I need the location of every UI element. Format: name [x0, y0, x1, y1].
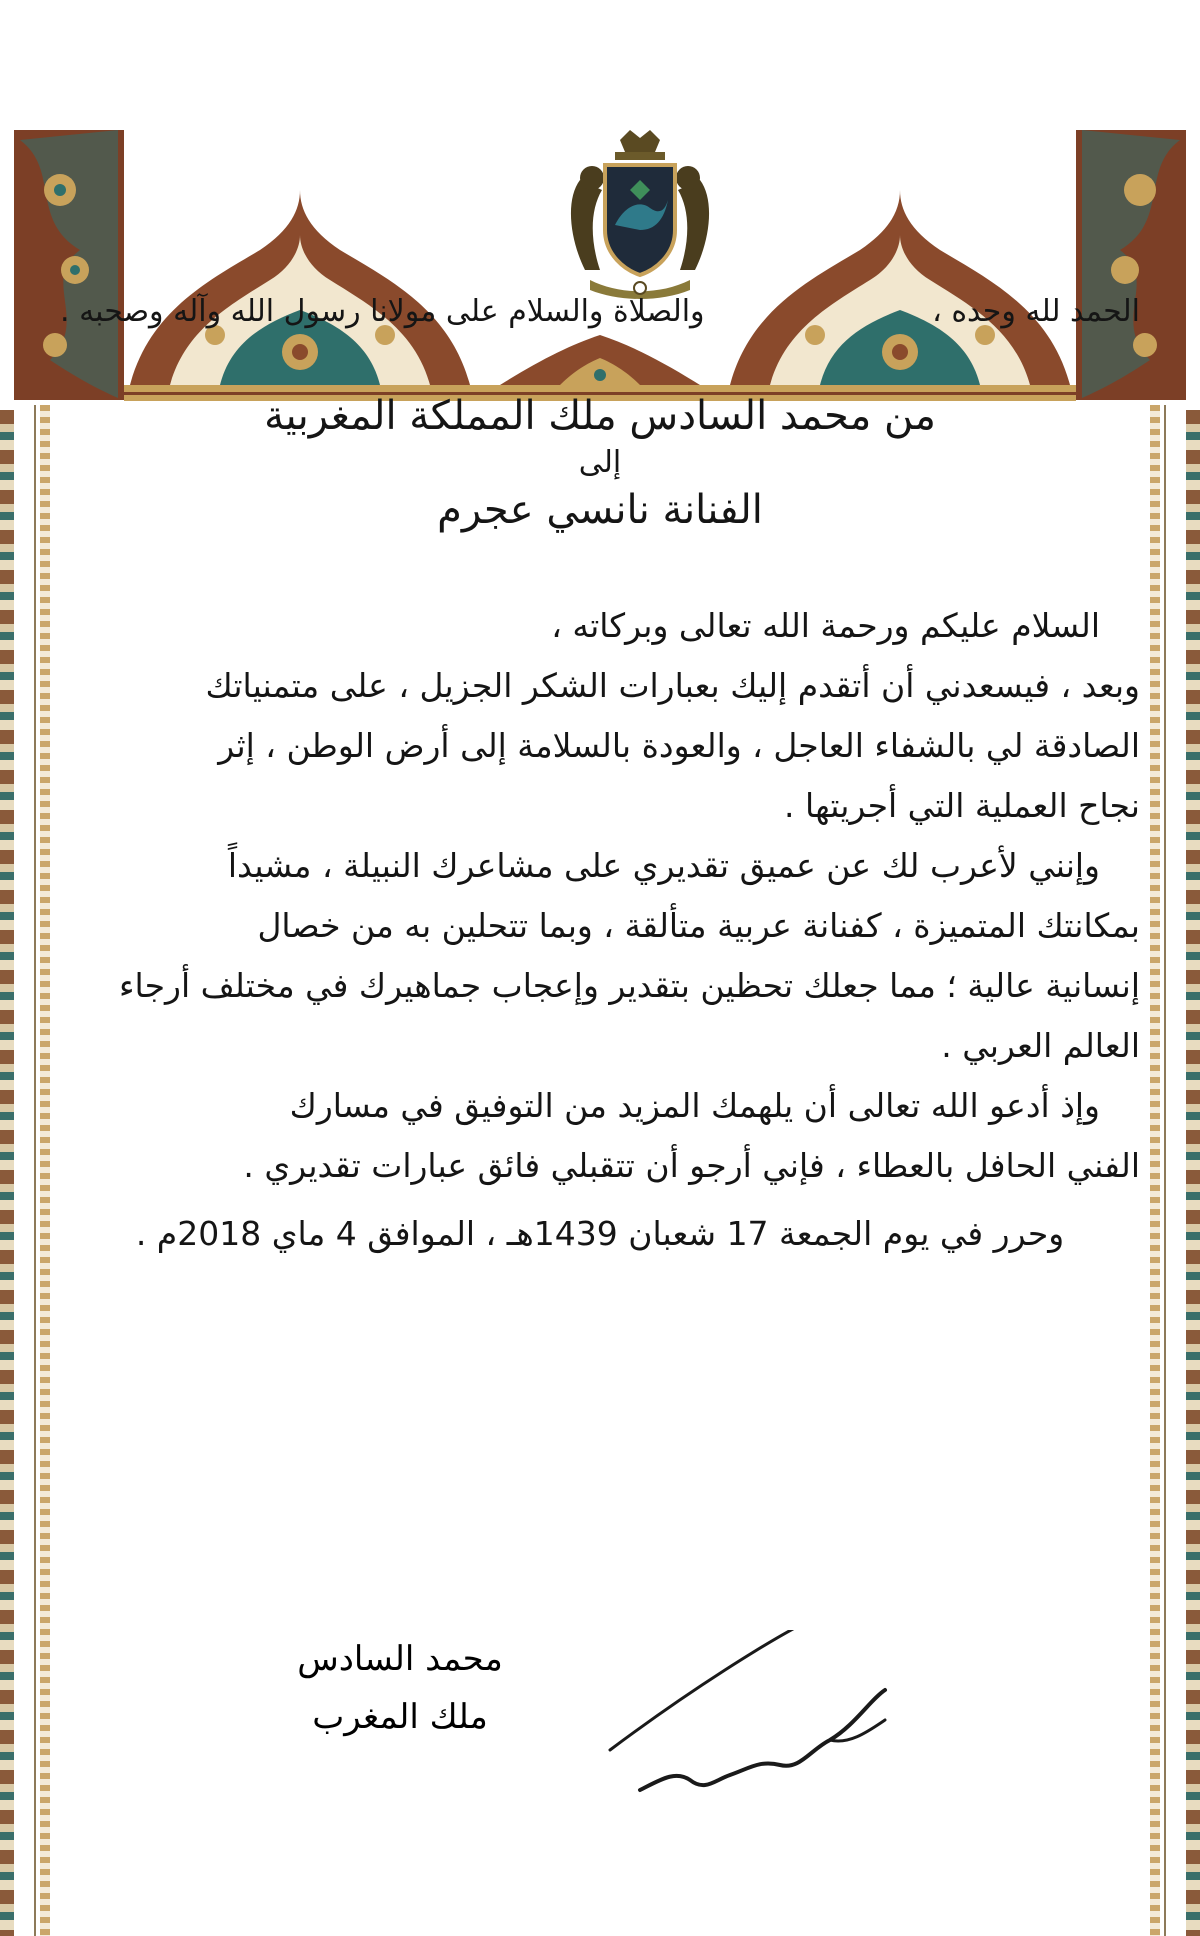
royal-emblem — [560, 130, 720, 305]
letter-heading — [60, 385, 1140, 541]
signatory-title: ملك المغرب — [312, 1697, 488, 1737]
paragraph-1-line: نجاح العملية التي أجريتها . — [784, 786, 1140, 825]
invocation-blessing: والصلاة والسلام على مولانا رسول الله وآله وصحبه . — [60, 294, 705, 329]
invocation-praise: الحمد لله وحده ، — [932, 294, 1140, 329]
letter-text — [60, 596, 1140, 1264]
greeting-line: السلام عليكم ورحمة الله تعالى وبركاته ، — [551, 606, 1100, 645]
paragraph-2-line: وإنني لأعرب لك عن عميق تقديري على مشاعرك النبيلة ، مشيداً — [227, 846, 1100, 885]
paragraph-3-line: الفني الحافل بالعطاء ، فإني أرجو أن تتقبلي فائق عبارات تقديري . — [243, 1146, 1140, 1185]
paragraph-2-line: بمكانتك المتميزة ، كفنانة عربية متألقة ، وبما تتحلين به من خصال — [257, 906, 1140, 945]
to-word: إلى — [578, 445, 622, 480]
date-line: وحرر في يوم الجمعة 17 شعبان 1439هـ ، الموافق 4 ماي 2018م . — [135, 1214, 1065, 1253]
coat-of-arms-icon — [560, 130, 720, 305]
recipient-line: الفنانة نانسي عجرم — [437, 487, 763, 533]
signature-block — [250, 1630, 950, 1860]
handwritten-signature — [310, 1630, 990, 1870]
paragraph-2-line: العالم العربي . — [941, 1026, 1140, 1065]
paragraph-1-line: وبعد ، فيسعدني أن أتقدم إليك بعبارات الشكر الجزيل ، على متمنياتك — [205, 666, 1140, 705]
paragraph-2-line: إنسانية عالية ؛ مما جعلك تحظين بتقدير وإعجاب جماهيرك في مختلف أرجاء — [119, 966, 1140, 1005]
letter-body — [60, 285, 1140, 1264]
signatory-name: محمد السادس — [297, 1639, 503, 1679]
sender-line: من محمد السادس ملك المملكة المغربية — [264, 393, 936, 439]
paragraph-3-line: وإذ أدعو الله تعالى أن يلهمك المزيد من التوفيق في مسارك — [289, 1086, 1100, 1125]
paragraph-1-line: الصادقة لي بالشفاء العاجل ، والعودة بالسلامة إلى أرض الوطن ، إثر — [218, 726, 1140, 765]
